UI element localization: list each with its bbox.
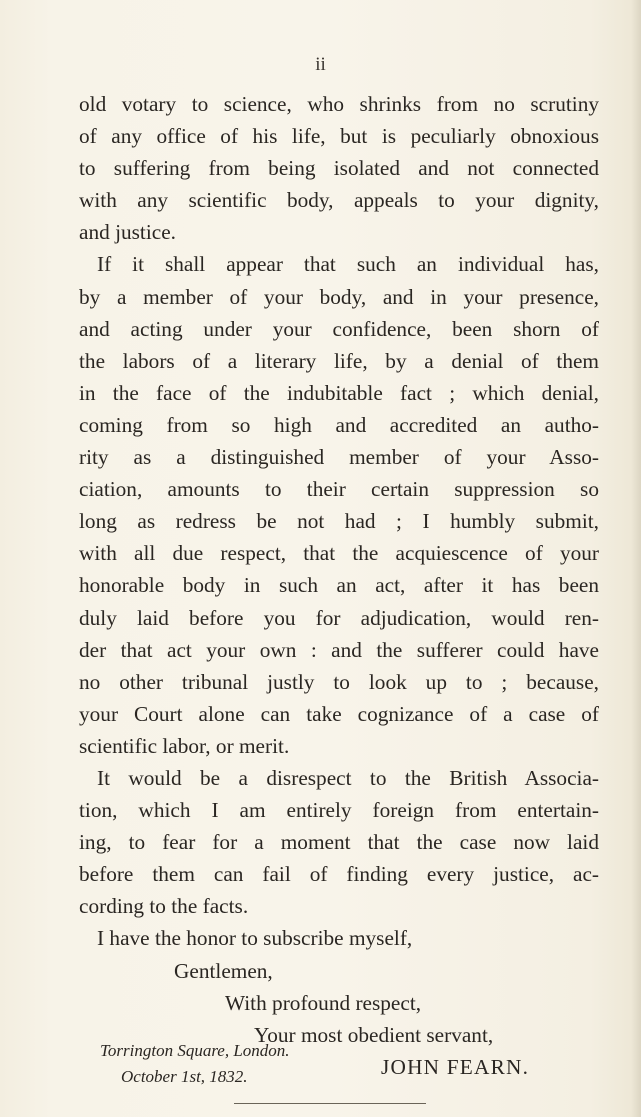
text-line: to suffering from being isolated and not connected [79,156,599,181]
text-line: of any office of his life, but is peculiarly obnoxious [79,124,599,149]
text-line: by a member of your body, and in your presence, [79,284,599,309]
sender-address [100,1038,290,1090]
text-line: scientific labor, or merit. [79,733,290,758]
text-line: old votary to science, who shrinks from no scrutiny [79,92,599,116]
signature: JOHN FEARN. [381,1054,530,1079]
letter-body [79,88,599,1083]
closing-subscribe: I have the honor to subscribe myself, [97,926,413,951]
text-line: before them can fail of finding every justice, ac- [79,862,599,887]
text-line: in the face of the indubitable fact ; which denial, [79,380,599,405]
text-line: der that act your own : and the sufferer could have [79,637,599,662]
page-edge-shadow [631,0,641,1117]
text-line: ing, to fear for a moment that the case now laid [79,830,599,855]
text-line: honorable body in such an act, after it has been [79,573,599,598]
text-line: your Court alone can take cognizance of a case of [79,701,599,726]
end-rule [234,1103,426,1104]
text-line: with all due respect, that the acquiescence of your [79,541,599,566]
text-line: duly laid before you for adjudication, would ren- [79,605,599,630]
text-line: tion, which I am entirely foreign from entertain- [79,798,599,823]
closing-servant: Your most obedient servant, [254,1022,494,1047]
text-line: It would be a disrespect to the British Associa- [97,765,599,790]
text-line: and justice. [79,220,176,245]
text-line: ciation, amounts to their certain suppression so [79,477,599,502]
text-line: If it shall appear that such an individual has, [97,252,599,277]
text-line: rity as a distinguished member of your Asso- [79,445,599,470]
text-line: cording to the facts. [79,894,249,919]
text-line: with any scientific body, appeals to your dignity, [79,188,599,213]
closing-salutation: Gentlemen, [174,958,273,983]
address-place: Torrington Square, London. [100,1041,290,1060]
text-line: the labors of a literary life, by a denial of them [79,348,599,373]
text-line: and acting under your confidence, been shorn of [79,316,599,341]
closing-respect: With profound respect, [225,990,422,1015]
text-line: coming from so high and accredited an autho- [79,412,599,437]
text-line: long as redress be not had ; I humbly submit, [79,509,599,534]
text-line: no other tribunal justly to look up to ; because, [79,669,599,694]
address-date: October 1st, 1832. [121,1067,248,1086]
page-number: ii [315,54,326,75]
